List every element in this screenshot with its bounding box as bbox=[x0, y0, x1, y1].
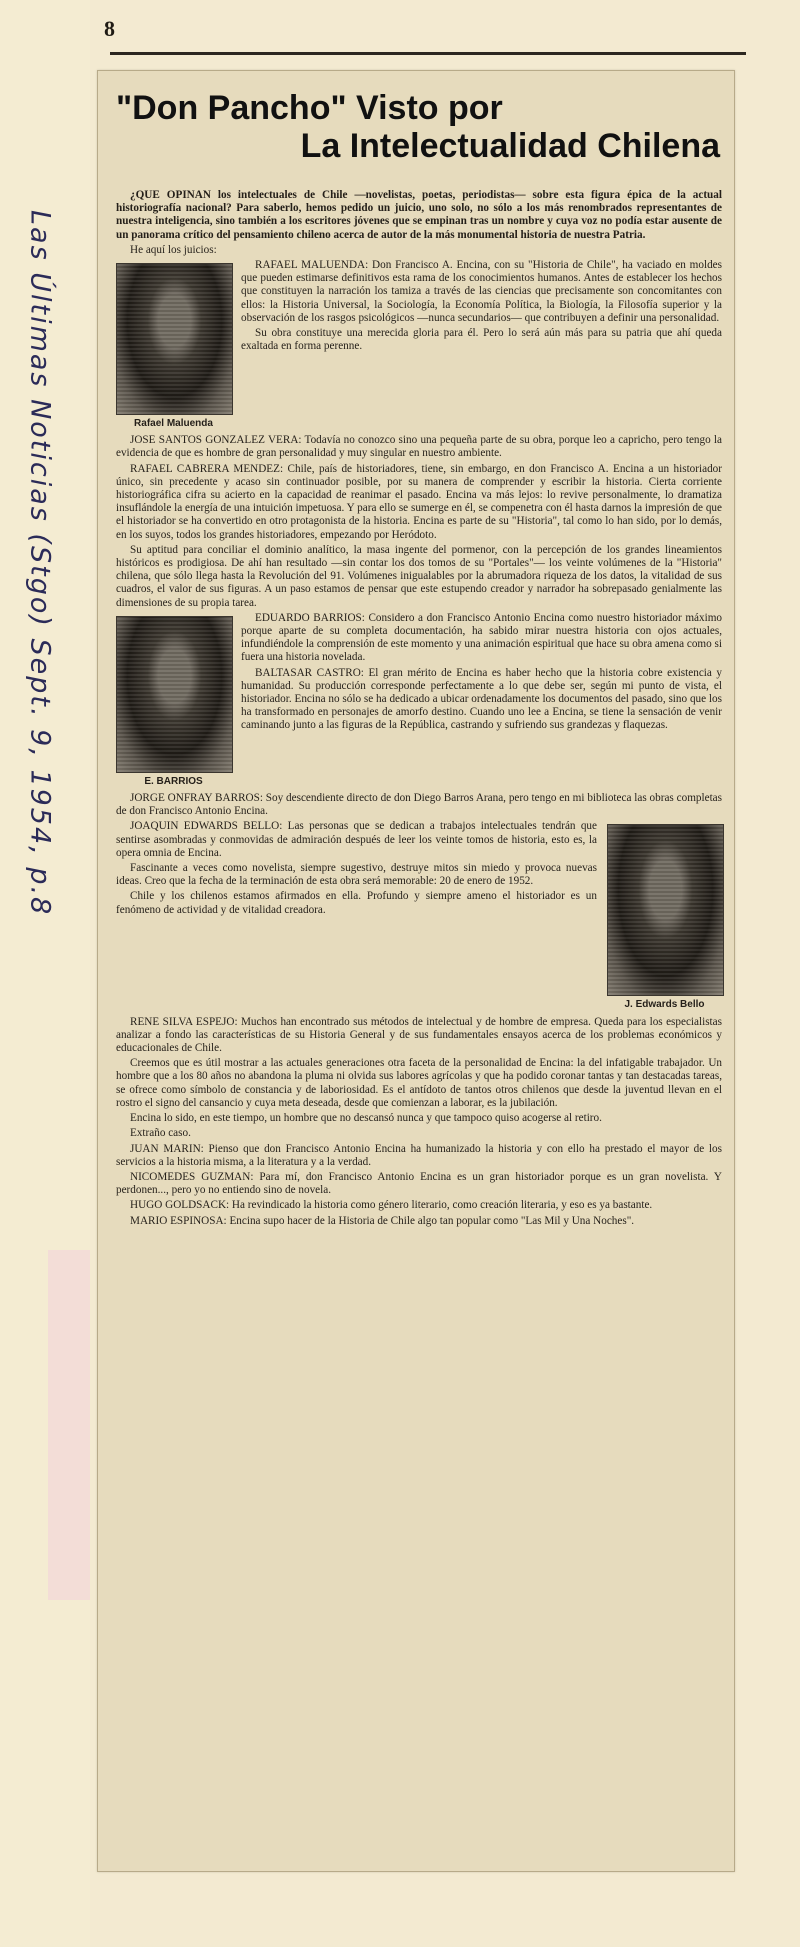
paragraph: Encina lo sido, en este tiempo, un hombre que no descansó nunca y que tampoco quiso acogerse al retiro. bbox=[130, 1112, 602, 1125]
photo bbox=[607, 824, 724, 996]
article-body bbox=[116, 189, 722, 1861]
paragraph: MARIO ESPINOSA: Encina supo hacer de la Historia de Chile algo tan popular como "Las Mil y Una Noches". bbox=[130, 1214, 635, 1227]
photo-caption: Rafael Maluenda bbox=[134, 418, 213, 430]
paragraph: Su aptitud para conciliar el dominio analítico, la masa ingente del pormenor, con la percepción de los grandes lineamientos históricos es prodigiosa. De ahí han resultado —sin contar los dos tomos de su "Portales"— los veinte volúmenes de la "Historia" chilena, que sólo llega hasta la Revolución del 91. Volúmenes inigualables por la abrumadora riqueza de los datos, la vitalidad de sus cuadros, el valor de sus figuras. A un paso estamos de pensar que este estupendo creador y narrador ha sobrepasado genialmente las dimensiones de su propia tarea. bbox=[116, 543, 722, 609]
paragraph: Su obra constituye una merecida gloria para él. Pero lo será aún más para su patria que ahí queda exaltada en forma perenne. bbox=[241, 327, 722, 353]
paragraph: Creemos que es útil mostrar a las actuales generaciones otra faceta de la personalidad de Encina: la del infatigable trabajador. Un hombre que a los 80 años no abandona la pluma ni olvida sus labores agrícolas y que ha podido coronar tantas y tan destacadas tareas, se ofrece como símbolo de constancia y de laboriosidad. Es el antídoto de tantos otros chilenos que desde la juventud llevan en el rostro el signo del cansancio y cuya meta deseada, desde que comienzan a laborar, es la jubilación. bbox=[116, 1057, 722, 1109]
photo-caption: E. BARRIOS bbox=[144, 775, 203, 787]
paragraph: EDUARDO BARRIOS: Considero a don Francisco Antonio Encina como nuestro historiador máximo porque aparte de su completa documentación, ha sabido mirar nuestra historia con ojos actuales, infundiéndole la comprensión de este momento y una animación espiritual que hace su obra amena como si fuera una historia novelada. bbox=[241, 611, 722, 664]
paragraph: HUGO GOLDSACK: Ha revindicado la historia como género literario, como creación literaria, y eso es ya bastante. bbox=[130, 1199, 653, 1212]
paragraph: RENE SILVA ESPEJO: Muchos han encontrado sus métodos de intelectual y de hombre de empresa. Queda para los especialistas analizar a fondo las características de su Historia General y de sus fundamentales ensayos acerca de los problemas económicos y educacionales de Chile. bbox=[116, 1015, 722, 1055]
paragraph: NICOMEDES GUZMAN: Para mí, don Francisco Antonio Encina es un gran historiador porque es un gran novelista. Y perdonen..., pero yo no entiendo sino de novela. bbox=[116, 1170, 722, 1197]
portrait-barrios bbox=[116, 616, 231, 788]
article-title bbox=[116, 89, 720, 165]
photo-caption: J. Edwards Bello bbox=[624, 999, 705, 1011]
newspaper-clipping bbox=[97, 70, 735, 1872]
article-intro: ¿QUE OPINAN los intelectuales de Chile —novelistas, poetas, periodistas— sobre esta figura épica de la actual historiografía nacional? Para saberlo, hemos pedido un juicio, uno solo, no sólo a los más renombrados representantes de nuestra inteligencia, sino también a los escritores jóvenes que se empinan tras un nombre y cuya voz no podía estar ausente de un panorama crítico del pensamiento chileno acerca de autor de la más monumental historia de nuestra Patria. bbox=[116, 189, 722, 241]
photo bbox=[116, 263, 233, 415]
paragraph: JUAN MARIN: Pienso que don Francisco Antonio Encina ha humanizado la historia y con ello ha prestado el mayor de los servicios a la historia misma, a la literatura y a la verdad. bbox=[116, 1142, 722, 1168]
handwritten-source-note bbox=[16, 210, 64, 1030]
paragraph: Extraño caso. bbox=[130, 1127, 191, 1140]
paragraph: JORGE ONFRAY BARROS: Soy descendiente directo de don Diego Barros Arana, pero tengo en mi biblioteca las obras completas de don Francisco Antonio Encina. bbox=[116, 792, 722, 818]
article-title-line-1: "Don Pancho" Visto por bbox=[116, 89, 503, 127]
photo bbox=[116, 616, 233, 773]
article-title-line-2: La Intelectualidad Chilena bbox=[300, 127, 720, 165]
paragraph: RAFAEL CABRERA MENDEZ: Chile, país de historiadores, tiene, sin embargo, en don Francisco A. Encina a un historiador único, sin precedente y acaso sin continuador posible, por su manera de comprender y escribir la historia. Cierta corriente historiográfica cifra su acierto en la capacidad de reanimar el pasado. Encina va más lejos: lo revive personalmente, lo dramatiza insuflándole la energía de una intuición impetuosa. Y para ello se sumerge en él, se compenetra con él hasta darnos la impresión de que el historiador se ha convertido en otro protagonista de la historia. Encina es parte de su "Historia", tal como lo han sido, por lo demás, en los suyos, todos los grandes historiadores, empezando por Heródoto. bbox=[116, 462, 722, 541]
page-number: 8 bbox=[104, 16, 115, 41]
paragraph: Chile y los chilenos estamos afirmados en ella. Profundo y siempre ameno el historiador es un fenómeno de actividad y de vitalidad creadora. bbox=[116, 890, 597, 916]
paragraph: JOSE SANTOS GONZALEZ VERA: Todavía no conozco sino una pequeña parte de su obra, porque leo a capricho, pero tengo la evidencia de que es hombre de gran personalidad y muy singular en nuestro ambiente. bbox=[116, 434, 722, 460]
paragraph: Fascinante a veces como novelista, siempre sugestivo, destruye mitos sin miedo y provoca nuevas ideas. Creo que la fecha de la terminación de esta obra será memorable: 20 de enero de 1952. bbox=[116, 862, 597, 888]
top-rule bbox=[110, 52, 746, 55]
portrait-maluenda bbox=[116, 263, 231, 430]
handwritten-text: Las Últimas Noticias (Stgo) Sept. 9, 1954, p.8 bbox=[24, 210, 56, 917]
paragraph: JOAQUIN EDWARDS BELLO: Las personas que se dedican a trabajos intelectuales tendrán que sentirse asombradas y conmovidas de admiración después de leer los veinte tomos de historia, esto es, la opera omnia de Encina. bbox=[116, 820, 597, 859]
paste-mark bbox=[48, 1250, 90, 1600]
paragraph: RAFAEL MALUENDA: Don Francisco A. Encina, con su "Historia de Chile", ha vaciado en moldes que pueden estimarse definitivos esta rama de los conocimientos humanos. Antes de establecer los hechos que constituyen la narración los tamiza a través de las ciencias que precisamente son concomitantes con ellos: la Historia Universal, la Sociología, la Economía Política, la Biología, la Filosofía superior y la observación de los rasgos psicológicos —nunca secundarios— que contribuyen a definir una personalidad. bbox=[241, 259, 722, 324]
portrait-edwards-bello bbox=[607, 824, 722, 1011]
paragraph: BALTASAR CASTRO: El gran mérito de Encina es haber hecho que la historia cobre existencia y humanidad. Su producción corresponde perfectamente a lo que debe ser, según mi punto de vista, el historiador. Encina no sólo se ha dedicado a ubicar ordenadamente los documentos del pasado, sino que los ha transformado en personajes de amorfo destino. Cuando uno lee a Encina, se tiene la sensación de venir caminando junto a las figuras de la República, castrando y sufriendo sus grandezas y flaquezas. bbox=[241, 666, 722, 732]
article-intro-tail: He aquí los juicios: bbox=[130, 243, 217, 256]
